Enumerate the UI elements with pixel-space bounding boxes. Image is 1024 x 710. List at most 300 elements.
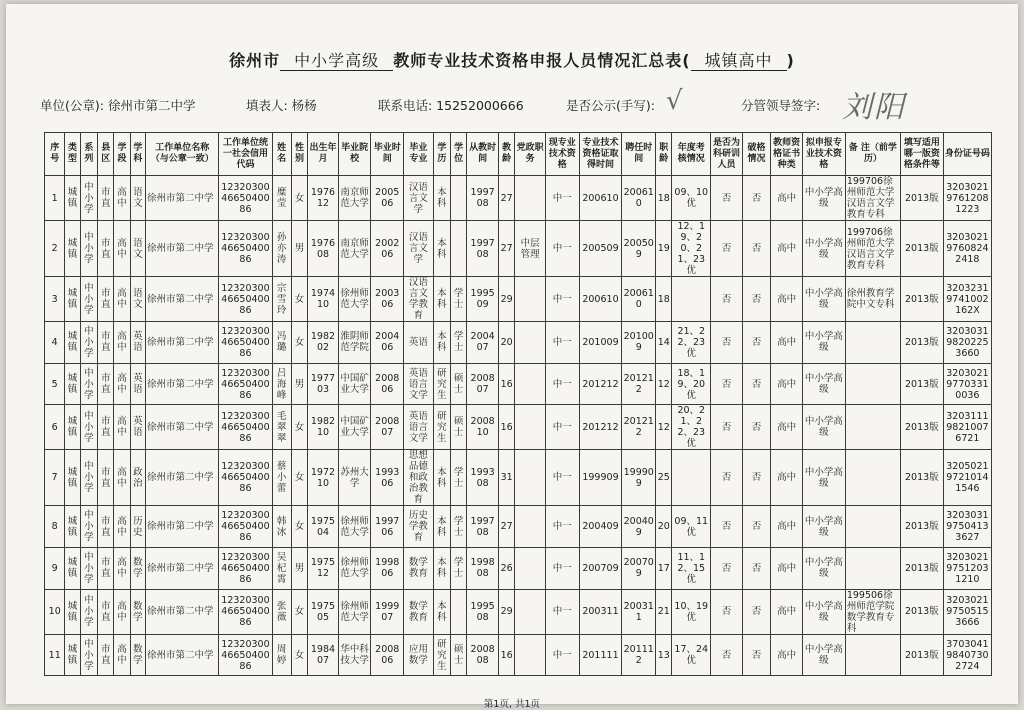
table-cell: 200509 [622,221,656,277]
table-cell: 市直 [98,405,114,450]
table-cell: 12、19、20、21、23优 [672,221,711,277]
table-cell: 女 [291,589,307,634]
table-cell: 南京师范大学 [338,221,371,277]
table-cell: 本科 [433,548,450,590]
table-cell: 城镇 [65,589,80,634]
table-cell: 197612 [308,176,339,221]
table-cell: 10 [45,589,65,634]
table-cell: 城镇 [65,506,80,548]
table-cell: 200409 [579,506,622,548]
table-cell: 200808 [467,634,499,676]
table-cell: 高中 [114,221,130,277]
table-cell: 2013版 [900,322,943,364]
table-cell: 高中 [114,450,130,506]
phone-field: 联系电话: 15252000666 [378,98,524,113]
table-cell: 否 [742,634,771,676]
table-cell: 城镇 [65,450,80,506]
column-header: 学段 [114,133,130,176]
column-header: 县区 [98,133,114,176]
table-cell: 市直 [98,277,114,322]
table-cell: 13 [656,634,672,676]
table-cell: 199808 [467,548,499,590]
table-cell: 中小学高级 [802,221,845,277]
table-cell: 18、19、20优 [672,363,711,405]
table-cell: 29 [498,589,514,634]
table-cell: 201112 [622,634,656,676]
table-cell: 199708 [467,506,499,548]
table-row [45,221,992,277]
table-cell [515,363,546,405]
table-cell: 09、10优 [672,176,711,221]
table-cell: 2013版 [900,277,943,322]
table-cell: 27 [498,221,514,277]
applicants-table [44,132,992,676]
table-cell: 197410 [308,277,339,322]
table-cell: 语文 [130,176,145,221]
table-cell: 城镇 [65,548,80,590]
table-cell: 女 [291,277,307,322]
table-cell: 城镇 [65,363,80,405]
table-cell: 本科 [433,221,450,277]
table-cell [515,405,546,450]
table-cell: 201212 [622,405,656,450]
table-cell: 197512 [308,548,339,590]
table-cell: 198407 [308,634,339,676]
table-cell: 否 [711,221,743,277]
table-cell: 25 [656,450,672,506]
table-cell: 本科 [433,506,450,548]
table-cell: 女 [291,176,307,221]
table-cell: 200311 [622,589,656,634]
table-cell: 201009 [579,322,622,364]
table-cell: 中层管理 [515,221,546,277]
table-cell: 2013版 [900,450,943,506]
table-cell: 硕士 [451,634,467,676]
table-cell: 200206 [371,221,404,277]
table-cell: 199506徐州师范学院数学教育专科 [845,589,900,634]
table-cell: 320311198210076721 [943,405,991,450]
table-cell: 16 [498,363,514,405]
table-cell: 汉语言文学 [404,176,434,221]
title-city: 徐州市 [229,51,281,70]
table-cell: 4 [45,322,65,364]
table-cell: 198210 [308,405,339,450]
column-header: 拟申报专业技术资格 [802,133,845,176]
table-cell: 123203004665040086 [219,506,272,548]
table-cell: 英语 [130,363,145,405]
table-cell: 本科 [433,450,450,506]
table-cell: 冯璐 [272,322,291,364]
table-cell: 女 [291,634,307,676]
table-cell: 中小学高级 [802,450,845,506]
table-cell: 2013版 [900,548,943,590]
table-cell: 高中 [771,221,803,277]
table-cell: 汉语言文学 [404,221,434,277]
table-cell: 否 [742,221,771,277]
table-cell: 2013版 [900,405,943,450]
table-cell: 高中 [114,589,130,634]
column-header: 性别 [291,133,307,176]
table-cell: 城镇 [65,176,80,221]
column-header: 从教时间 [467,133,499,176]
table-cell: 徐州市第二中学 [145,221,218,277]
table-cell: 123203004665040086 [219,176,272,221]
table-cell: 思想品德和政治教育 [404,450,434,506]
table-cell: 学士 [451,322,467,364]
table-cell: 硕士 [451,405,467,450]
table-cell: 徐州市第二中学 [145,506,218,548]
table-cell: 否 [742,405,771,450]
table-cell: 本科 [433,322,450,364]
table-row [45,363,992,405]
table-cell: 中小学 [80,277,97,322]
table-cell [515,176,546,221]
table-cell: 320502197210141546 [943,450,991,506]
table-cell: 高中 [771,277,803,322]
table-cell: 否 [742,589,771,634]
document-page [6,4,1018,710]
table-cell: 20 [498,322,514,364]
table-row [45,506,992,548]
table-cell: 17 [656,548,672,590]
table-cell: 200807 [371,405,404,450]
document-title [6,48,1018,71]
table-cell: 199909 [622,450,656,506]
table-cell: 中国矿业大学 [338,363,371,405]
table-cell: 2013版 [900,634,943,676]
table-cell [515,450,546,506]
table-cell: 123203004665040086 [219,450,272,506]
table-cell: 数学 [130,548,145,590]
table-cell: 320303198202253660 [943,322,991,364]
table-cell: 中小学高级 [802,322,845,364]
table-cell: 数学教育 [404,589,434,634]
table-cell: 市直 [98,322,114,364]
table-cell: 197608 [308,221,339,277]
table-cell: 18 [656,176,672,221]
table-cell [845,506,900,548]
public-handwritten-mark: √ [666,86,683,116]
table-cell [845,450,900,506]
table-cell: 200610 [622,277,656,322]
table-cell: 中小学 [80,548,97,590]
table-body [45,176,992,676]
table-cell: 男 [291,548,307,590]
table-cell: 中小学 [80,363,97,405]
table-cell: 197505 [308,589,339,634]
table-cell: 语文 [130,277,145,322]
column-header: 姓名 [272,133,291,176]
column-header: 学科 [130,133,145,176]
table-cell: 英语 [130,322,145,364]
table-cell: 6 [45,405,65,450]
table-cell: 女 [291,322,307,364]
table-cell [845,405,900,450]
table-cell: 市直 [98,176,114,221]
table-cell: 吕海峰 [272,363,291,405]
table-cell: 高中 [114,634,130,676]
table-cell: 123203004665040086 [219,548,272,590]
table-cell: 199706徐州师范大学汉语言文学教育专科 [845,221,900,277]
table-cell: 199706 [371,506,404,548]
table-cell: 370304198407302724 [943,634,991,676]
table-cell: 中一 [545,548,579,590]
table-cell: 10、19优 [672,589,711,634]
title-main: 教师专业技术资格申报人员情况汇总表( [393,51,691,70]
table-cell: 研究生 [433,634,450,676]
table-cell: 201111 [579,634,622,676]
table-cell: 数学 [130,589,145,634]
column-header: 教师资格证书种类 [771,133,803,176]
table-cell: 英语语言文学 [404,363,434,405]
table-cell: 否 [742,450,771,506]
table-cell: 徐州师范大学 [338,589,371,634]
column-header: 破格情况 [742,133,771,176]
table-cell: 中小学 [80,322,97,364]
table-cell: 200506 [371,176,404,221]
table-cell [845,634,900,676]
table-cell: 200409 [622,506,656,548]
table-cell: 否 [711,450,743,506]
table-cell: 徐州市第二中学 [145,405,218,450]
table-cell [451,221,467,277]
table-cell: 否 [711,322,743,364]
table-cell: 中一 [545,450,579,506]
table-cell: 32032319741002162X [943,277,991,322]
table-cell: 孙亦涛 [272,221,291,277]
table-cell: 中小学 [80,589,97,634]
table-cell: 政治 [130,450,145,506]
table-cell: 200806 [371,363,404,405]
table-header-row [45,133,992,176]
table-cell: 英语语言文学 [404,405,434,450]
title-area: 城镇高中 [691,51,787,71]
table-cell: 17、24优 [672,634,711,676]
table-cell: 199909 [579,450,622,506]
table-cell: 高中 [771,363,803,405]
filler-field: 填表人: 杨杨 [246,98,317,113]
table-cell: 200406 [371,322,404,364]
table-cell: 200806 [371,634,404,676]
table-cell: 高中 [114,405,130,450]
table-cell: 硕士 [451,363,467,405]
table-cell: 应用数学 [404,634,434,676]
table-cell: 韩冰 [272,506,291,548]
table-cell: 本科 [433,176,450,221]
table-cell: 27 [498,506,514,548]
table-cell: 29 [498,277,514,322]
column-header: 专业技术资格证取得时间 [579,133,622,176]
table-cell: 否 [711,405,743,450]
table-cell: 20 [656,506,672,548]
table-row [45,634,992,676]
table-cell: 否 [742,277,771,322]
table-cell: 201212 [622,363,656,405]
table-cell: 中小学高级 [802,506,845,548]
column-header: 毕业院校 [338,133,371,176]
table-cell [515,548,546,590]
table-cell: 学士 [451,450,467,506]
table-cell: 200610 [579,277,622,322]
column-header: 类型 [65,133,80,176]
table-cell: 中小学高级 [802,277,845,322]
table-cell: 16 [498,405,514,450]
table-cell: 中小学 [80,405,97,450]
table-cell: 320302197608242418 [943,221,991,277]
table-cell: 11、12、15优 [672,548,711,590]
table-cell: 女 [291,506,307,548]
table-cell: 11 [45,634,65,676]
table-row [45,277,992,322]
table-cell: 2013版 [900,176,943,221]
table-cell: 中小学 [80,506,97,548]
table-cell: 123203004665040086 [219,277,272,322]
table-cell: 周婷 [272,634,291,676]
table-cell: 09、11优 [672,506,711,548]
table-cell: 200407 [467,322,499,364]
table-cell: 19 [656,221,672,277]
table-cell: 14 [656,322,672,364]
table-cell: 研究生 [433,405,450,450]
table-cell: 女 [291,405,307,450]
column-header: 毕业时间 [371,133,404,176]
table-cell: 本科 [433,589,450,634]
table-cell: 中小学 [80,176,97,221]
table-cell: 199306 [371,450,404,506]
table-cell: 200610 [579,176,622,221]
table-cell: 197504 [308,506,339,548]
table-cell: 汉语言文学教育 [404,277,434,322]
table-cell: 199806 [371,548,404,590]
table-cell: 中一 [545,634,579,676]
table-row [45,548,992,590]
table-cell: 城镇 [65,322,80,364]
table-cell: 200306 [371,277,404,322]
table-cell: 18 [656,277,672,322]
table-cell: 31 [498,450,514,506]
table-cell: 8 [45,506,65,548]
table-cell: 198202 [308,322,339,364]
table-cell: 12 [656,405,672,450]
table-cell: 中小学高级 [802,176,845,221]
table-cell: 高中 [114,277,130,322]
table-cell: 城镇 [65,405,80,450]
column-header: 序号 [45,133,65,176]
table-cell: 徐州市第二中学 [145,176,218,221]
table-cell: 女 [291,450,307,506]
table-cell: 否 [742,506,771,548]
table-cell: 7 [45,450,65,506]
table-cell: 徐州市第二中学 [145,322,218,364]
table-row [45,589,992,634]
table-cell: 语文 [130,221,145,277]
table-cell: 200807 [467,363,499,405]
table-cell: 中一 [545,277,579,322]
column-header: 现专业技术资格 [545,133,579,176]
table-cell: 2013版 [900,589,943,634]
table-cell: 宗雪玲 [272,277,291,322]
table-cell: 中小学高级 [802,634,845,676]
table-cell: 苏州大学 [338,450,371,506]
column-header: 教龄 [498,133,514,176]
table-cell: 中一 [545,405,579,450]
table-cell: 否 [742,548,771,590]
table-cell: 201212 [579,363,622,405]
column-header: 毕业专业 [404,133,434,176]
table-cell: 高中 [771,322,803,364]
table-cell: 199508 [467,589,499,634]
table-cell: 123203004665040086 [219,363,272,405]
table-cell: 徐州教育学院中文专科 [845,277,900,322]
table-cell: 2013版 [900,221,943,277]
table-cell: 21 [656,589,672,634]
table-cell: 糜莹 [272,176,291,221]
table-cell: 197703 [308,363,339,405]
table-row [45,176,992,221]
table-cell: 中小学 [80,450,97,506]
table-row [45,450,992,506]
table-cell: 1 [45,176,65,221]
column-header: 学历 [433,133,450,176]
page-footer: 第1页, 共1页 [483,699,541,710]
table-cell: 市直 [98,363,114,405]
table-cell: 中小学高级 [802,589,845,634]
table-cell: 中一 [545,176,579,221]
table-cell: 200709 [579,548,622,590]
table-cell: 徐州市第二中学 [145,589,218,634]
table-cell: 高中 [771,176,803,221]
table-cell: 研究生 [433,363,450,405]
column-header: 身份证号码 [943,133,991,176]
table-cell [451,589,467,634]
table-cell: 高中 [771,589,803,634]
table-cell: 123203004665040086 [219,405,272,450]
table-cell: 男 [291,221,307,277]
table-cell: 高中 [771,548,803,590]
table-cell: 中国矿业大学 [338,405,371,450]
table-cell: 123203004665040086 [219,634,272,676]
table-cell: 本科 [433,277,450,322]
table-cell: 高中 [114,176,130,221]
table-cell: 123203004665040086 [219,221,272,277]
table-cell: 5 [45,363,65,405]
table-cell: 市直 [98,506,114,548]
table-cell: 197210 [308,450,339,506]
table-cell [672,450,711,506]
table-cell: 200709 [622,548,656,590]
table-cell: 高中 [114,506,130,548]
column-header: 工作单位统一社会信用代码 [219,133,272,176]
table-cell [845,322,900,364]
column-header: 出生年月 [308,133,339,176]
table-cell: 否 [711,548,743,590]
table-cell: 320302197612081223 [943,176,991,221]
table-cell: 华中科技大学 [338,634,371,676]
table-cell: 2 [45,221,65,277]
table-cell: 高中 [771,450,803,506]
table-cell: 徐州市第二中学 [145,634,218,676]
table-cell: 中一 [545,322,579,364]
table-cell: 城镇 [65,221,80,277]
table-cell: 21、22、23优 [672,322,711,364]
table-cell: 否 [711,589,743,634]
table-cell: 320302197512031210 [943,548,991,590]
table-cell: 否 [742,176,771,221]
table-cell: 南京师范大学 [338,176,371,221]
leader-signature: 刘阳 [842,90,906,125]
leader-field: 分管领导签字: [741,98,821,113]
table-cell [515,277,546,322]
